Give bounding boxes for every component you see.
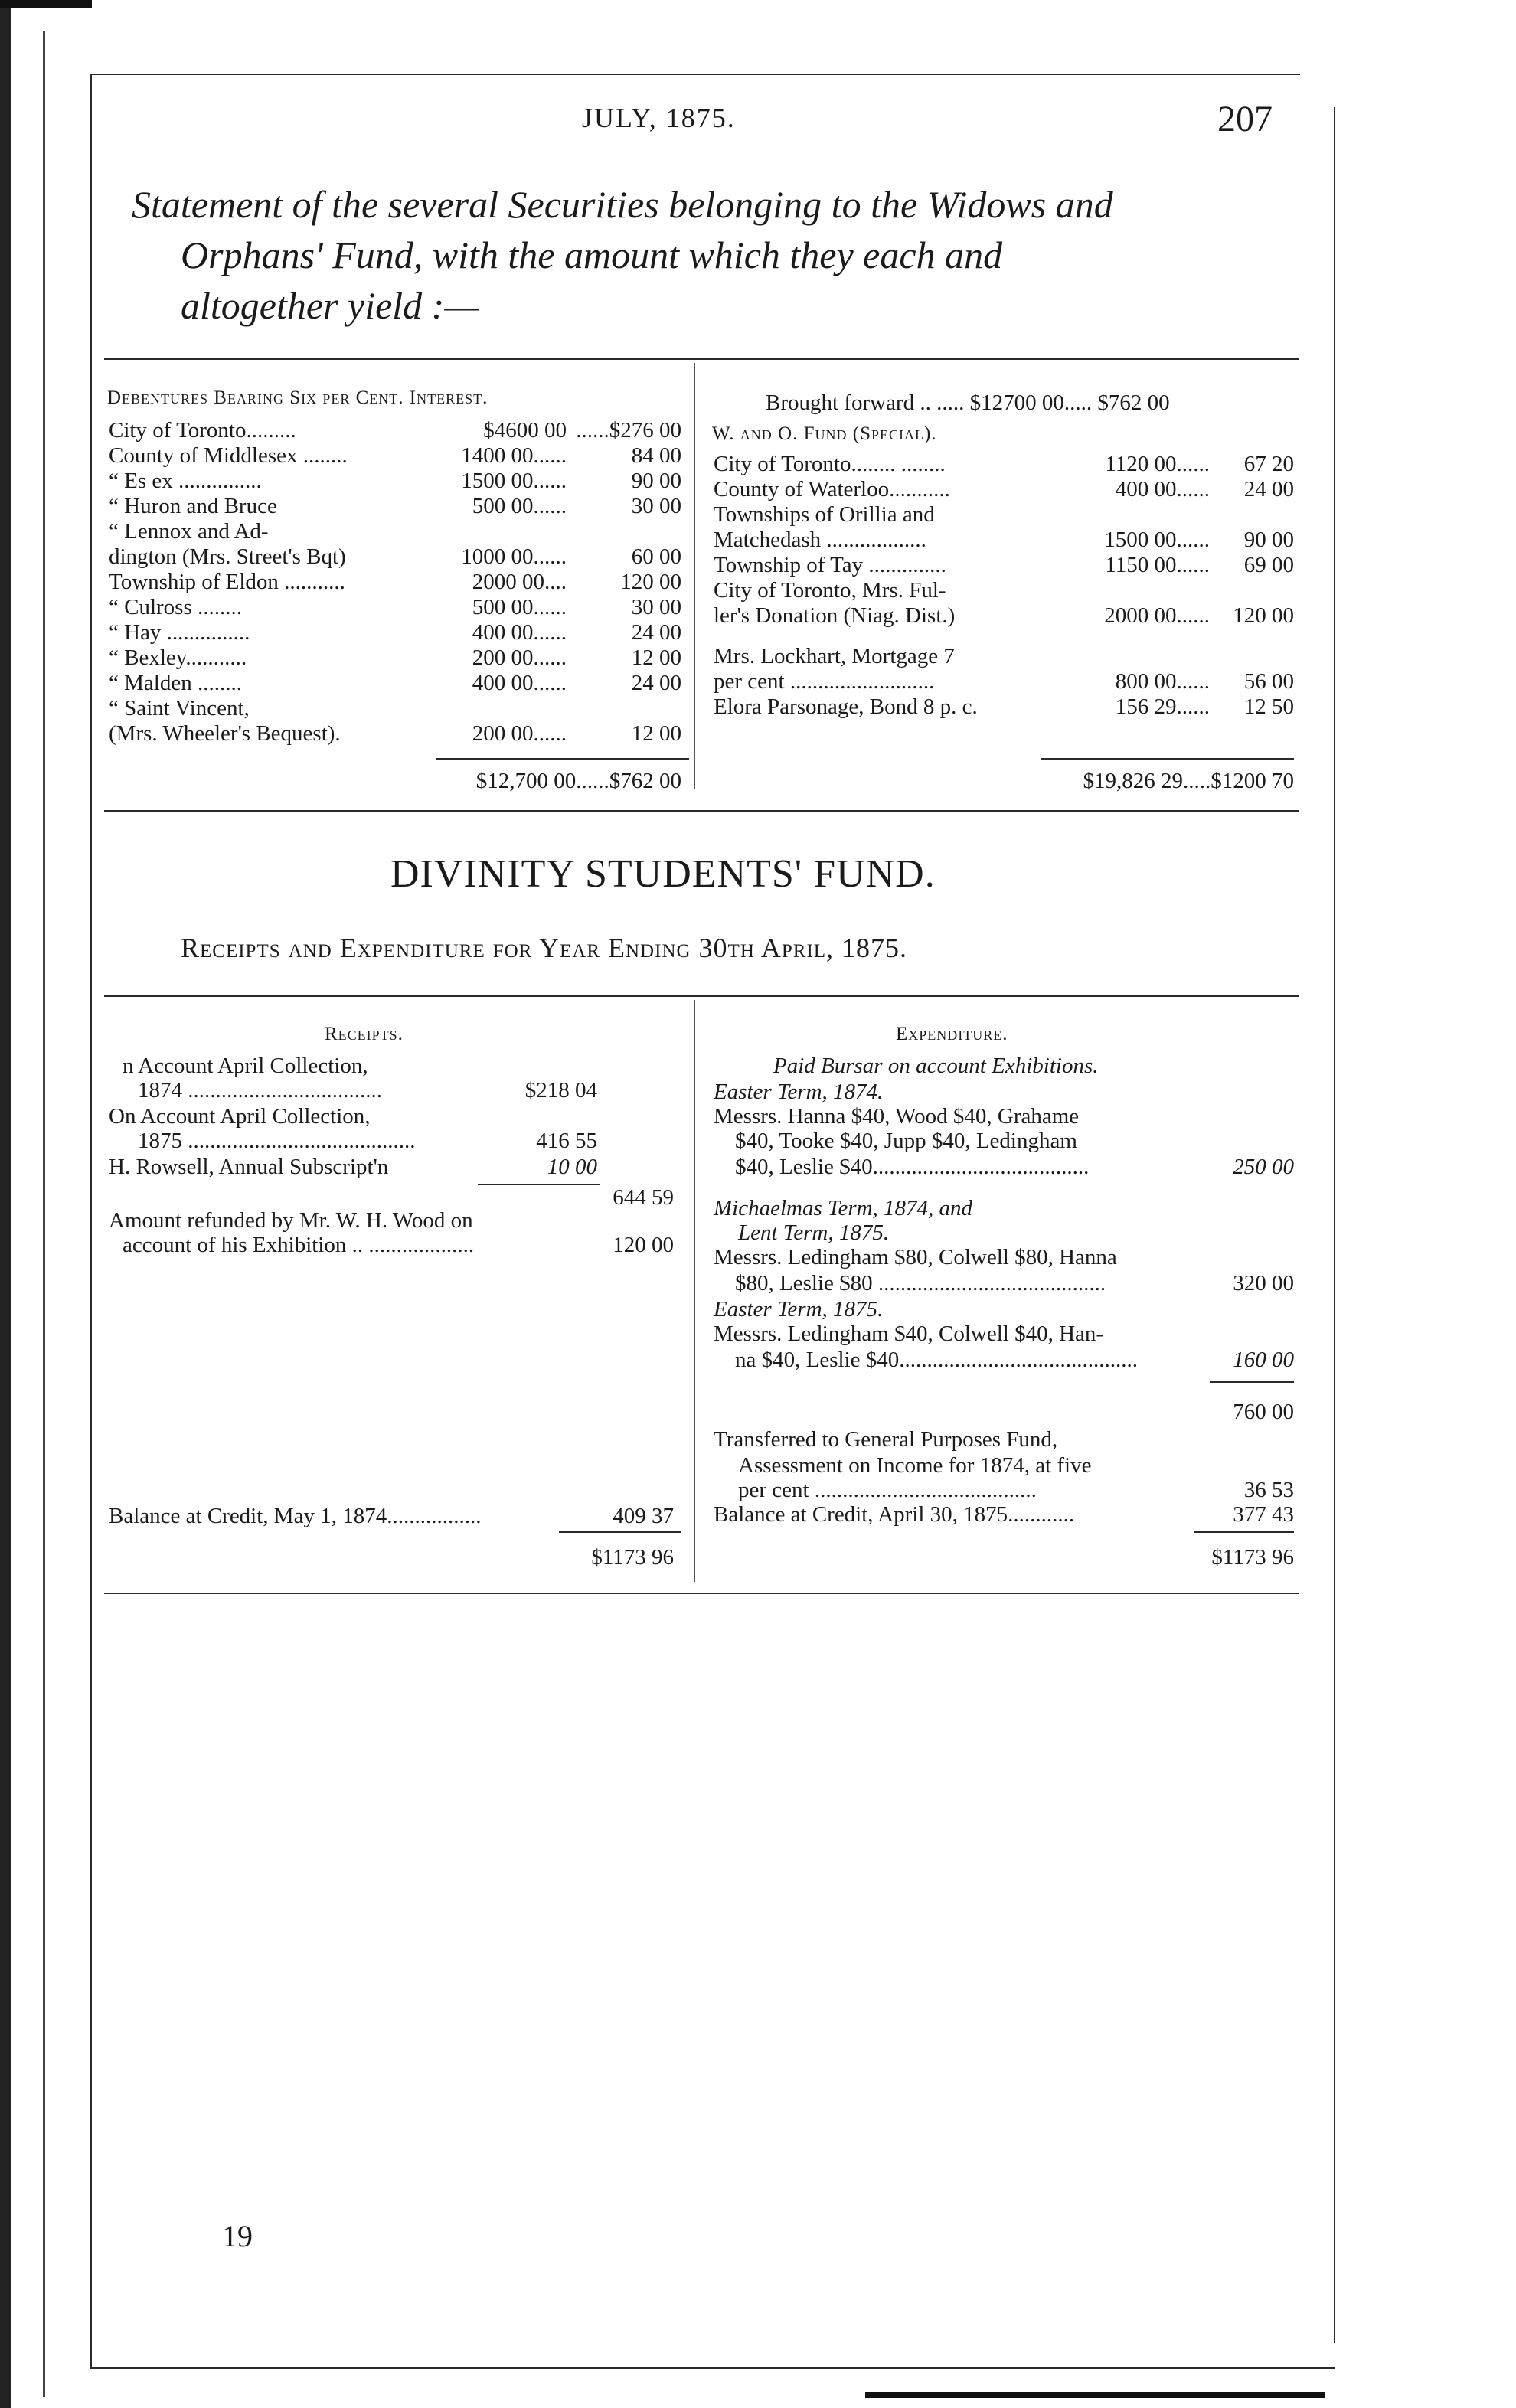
lent-term: Lent Term, 1875. bbox=[738, 1220, 890, 1245]
security-interest: 30 00 bbox=[631, 494, 681, 518]
easter-1874-line-1: Messrs. Hanna $40, Wood $40, Grahame bbox=[714, 1104, 1080, 1129]
security-interest: 56 00 bbox=[1243, 669, 1294, 694]
statement-title-line-3: altogether yield :— bbox=[181, 284, 479, 327]
receipt-total-rule bbox=[559, 1531, 681, 1533]
security-interest: 67 20 bbox=[1243, 452, 1294, 476]
security-label: “ Hay ............... bbox=[109, 620, 250, 645]
scan-left-edge bbox=[0, 0, 11, 2408]
security-principal: 1400 00...... bbox=[461, 443, 567, 468]
expenditure-subtotal: 760 00 bbox=[1233, 1400, 1294, 1424]
receipt-amount-1: $218 04 bbox=[524, 1078, 597, 1103]
receipts-heading: Receipts. bbox=[325, 1024, 404, 1044]
expenditure-subtotal-rule bbox=[1210, 1381, 1294, 1383]
receipt-amount-2: 416 55 bbox=[536, 1129, 597, 1153]
security-label: City of Toronto......... bbox=[109, 418, 296, 443]
receipt-balance-amount: 409 37 bbox=[613, 1504, 674, 1528]
divinity-rule-top bbox=[104, 995, 1299, 997]
security-label: City of Toronto, Mrs. Ful- bbox=[714, 578, 946, 603]
easter-1875-amount: 160 00 bbox=[1233, 1348, 1294, 1372]
security-interest: 69 00 bbox=[1243, 553, 1294, 577]
refund-line-2: account of his Exhibition .. ................... bbox=[123, 1233, 475, 1257]
security-interest: 24 00 bbox=[1243, 477, 1294, 502]
divinity-subtitle: Receipts and Expenditure for Year Ending 30th April, 1875. bbox=[181, 933, 908, 963]
receipt-amount-3: 10 00 bbox=[547, 1155, 597, 1179]
security-interest: 12 50 bbox=[1243, 694, 1294, 719]
receipt-subtotal: 644 59 bbox=[613, 1185, 674, 1210]
security-label: “ Culross ........ bbox=[109, 595, 242, 619]
security-label: per cent .......................... bbox=[714, 669, 935, 694]
security-label: ler's Donation (Niag. Dist.) bbox=[714, 603, 956, 628]
security-principal: 1500 00...... bbox=[1104, 528, 1210, 552]
security-label: dington (Mrs. Street's Bqt) bbox=[109, 544, 346, 569]
transfer-line-1: Transferred to General Purposes Fund, bbox=[714, 1427, 1058, 1452]
security-label: Township of Tay .............. bbox=[714, 553, 946, 577]
security-interest: ......$276 00 bbox=[576, 418, 681, 443]
easter-1875-line-2: na $40, Leslie $40........................................... bbox=[735, 1348, 1138, 1372]
receipt-line-5: H. Rowsell, Annual Subscript'n bbox=[109, 1155, 389, 1179]
security-principal: 400 00...... bbox=[472, 620, 567, 645]
divinity-title: DIVINITY STUDENTS' FUND. bbox=[390, 852, 936, 896]
receipt-line-4: 1875 ......................................... bbox=[138, 1129, 416, 1153]
michaelmas-line-2: $80, Leslie $80 ......................................... bbox=[735, 1271, 1106, 1295]
security-interest: 120 00 bbox=[620, 570, 681, 594]
signature-mark: 19 bbox=[222, 2219, 253, 2253]
security-principal: 400 00...... bbox=[472, 671, 567, 695]
security-label: Elora Parsonage, Bond 8 p. c. bbox=[714, 694, 978, 719]
easter-1874-line-2: $40, Tooke $40, Jupp $40, Ledingham bbox=[735, 1129, 1077, 1153]
brought-forward: Brought forward .. ..... $12700 00..... $762 00 bbox=[766, 390, 1170, 415]
frame-right bbox=[1334, 107, 1335, 2343]
security-interest: 30 00 bbox=[631, 595, 681, 619]
transfer-line-2: Assessment on Income for 1874, at five bbox=[738, 1453, 1092, 1478]
security-principal: 200 00...... bbox=[472, 721, 567, 746]
security-label: City of Toronto........ ........ bbox=[714, 452, 946, 476]
receipt-line-2: 1874 ................................... bbox=[138, 1078, 382, 1103]
frame-top bbox=[90, 74, 1300, 75]
security-label: “ Lennox and Ad- bbox=[109, 519, 269, 544]
refund-line-1: Amount refunded by Mr. W. H. Wood on bbox=[109, 1208, 473, 1233]
security-principal: 1000 00...... bbox=[461, 544, 567, 569]
statement-rule-top bbox=[104, 358, 1299, 360]
security-principal: 500 00...... bbox=[472, 494, 567, 518]
scan-top-edge bbox=[0, 0, 92, 8]
scan-bottom-bar bbox=[865, 2392, 1325, 2398]
security-label: “ Bexley........... bbox=[109, 645, 247, 670]
security-interest: 24 00 bbox=[631, 671, 681, 695]
security-principal: 2000 00...... bbox=[1104, 603, 1210, 628]
security-label: Matchedash .................. bbox=[714, 528, 926, 552]
security-interest: 84 00 bbox=[631, 443, 681, 468]
easter-term-1875: Easter Term, 1875. bbox=[714, 1297, 884, 1322]
receipt-line-3: On Account April Collection, bbox=[109, 1104, 371, 1129]
easter-1874-amount: 250 00 bbox=[1233, 1155, 1294, 1179]
expenditure-total: $1173 96 bbox=[1211, 1545, 1294, 1570]
left-total: $12,700 00......$762 00 bbox=[475, 769, 681, 793]
statement-title-line-2: Orphans' Fund, with the amount which they each and bbox=[181, 234, 1003, 276]
easter-1874-line-3: $40, Leslie $40....................................... bbox=[735, 1155, 1090, 1179]
divinity-rule-bottom bbox=[104, 1593, 1299, 1594]
security-principal: 500 00...... bbox=[472, 595, 567, 619]
security-label: (Mrs. Wheeler's Bequest). bbox=[109, 721, 341, 746]
security-label: “ Malden ........ bbox=[109, 671, 242, 695]
expenditure-total-rule bbox=[1194, 1531, 1294, 1533]
security-principal: 1120 00...... bbox=[1105, 452, 1210, 476]
security-interest: 90 00 bbox=[631, 469, 681, 493]
scan-left-margin-line bbox=[43, 31, 45, 2397]
security-interest: 90 00 bbox=[1243, 528, 1294, 552]
easter-term-1874: Easter Term, 1874. bbox=[714, 1080, 884, 1104]
security-interest: 24 00 bbox=[631, 620, 681, 645]
michaelmas-amount: 320 00 bbox=[1233, 1271, 1294, 1295]
michaelmas-term: Michaelmas Term, 1874, and bbox=[714, 1196, 973, 1220]
security-label: “ Huron and Bruce bbox=[109, 494, 277, 518]
special-fund-heading: W. and O. Fund (Special). bbox=[712, 423, 937, 444]
refund-amount: 120 00 bbox=[613, 1233, 674, 1257]
paid-bursar: Paid Bursar on account Exhibitions. bbox=[773, 1054, 1099, 1078]
easter-1875-line-1: Messrs. Ledingham $40, Colwell $40, Han- bbox=[714, 1322, 1104, 1346]
expenditure-heading: Expenditure. bbox=[896, 1024, 1008, 1044]
frame-left bbox=[90, 74, 92, 2367]
security-principal: $4600 00 bbox=[483, 418, 567, 443]
security-principal: 200 00...... bbox=[472, 645, 567, 670]
receipt-balance-label: Balance at Credit, May 1, 1874................. bbox=[109, 1504, 482, 1528]
receipt-total: $1173 96 bbox=[591, 1545, 674, 1570]
security-label: “ Saint Vincent, bbox=[109, 696, 250, 720]
security-principal: 800 00...... bbox=[1115, 669, 1210, 694]
security-principal: 400 00...... bbox=[1115, 477, 1210, 502]
receipt-line-1: n Account April Collection, bbox=[123, 1054, 368, 1078]
security-principal: 2000 00.... bbox=[472, 570, 567, 594]
frame-bottom bbox=[90, 2367, 1335, 2369]
transfer-amount: 36 53 bbox=[1243, 1478, 1294, 1502]
security-interest: 60 00 bbox=[631, 544, 681, 569]
security-interest: 12 00 bbox=[631, 645, 681, 670]
security-label: County of Waterloo........... bbox=[714, 477, 950, 502]
security-interest: 120 00 bbox=[1233, 603, 1294, 628]
debentures-heading: Debentures Bearing Six per Cent. Interest. bbox=[107, 387, 488, 408]
security-label: County of Middlesex ........ bbox=[109, 443, 348, 468]
expenditure-balance-label: Balance at Credit, April 30, 1875............ bbox=[714, 1502, 1075, 1527]
page-number: 207 bbox=[1217, 99, 1273, 139]
divinity-column-divider bbox=[694, 1000, 695, 1582]
statement-rule-bottom bbox=[104, 810, 1299, 812]
security-interest: 12 00 bbox=[631, 721, 681, 746]
expenditure-balance-amount: 377 43 bbox=[1233, 1502, 1294, 1527]
security-label: Township of Eldon ........... bbox=[109, 570, 345, 594]
security-principal: 1150 00...... bbox=[1105, 553, 1210, 577]
right-total: $19,826 29.....$1200 70 bbox=[1083, 769, 1294, 793]
security-principal: 1500 00...... bbox=[461, 469, 567, 493]
security-principal: 156 29...... bbox=[1115, 694, 1210, 719]
right-total-rule bbox=[1041, 758, 1294, 760]
security-label: “ Es ex ............... bbox=[109, 469, 262, 493]
left-total-rule bbox=[436, 758, 689, 760]
transfer-line-3: per cent ........................................ bbox=[738, 1478, 1037, 1502]
security-label: Townships of Orillia and bbox=[714, 502, 935, 527]
security-label: Mrs. Lockhart, Mortgage 7 bbox=[714, 644, 955, 668]
statement-column-divider bbox=[694, 363, 695, 789]
header-date: JULY, 1875. bbox=[582, 103, 736, 133]
statement-title-line-1: Statement of the several Securities belonging to the Widows and bbox=[132, 183, 1113, 226]
michaelmas-line-1: Messrs. Ledingham $80, Colwell $80, Hanna bbox=[714, 1245, 1117, 1269]
